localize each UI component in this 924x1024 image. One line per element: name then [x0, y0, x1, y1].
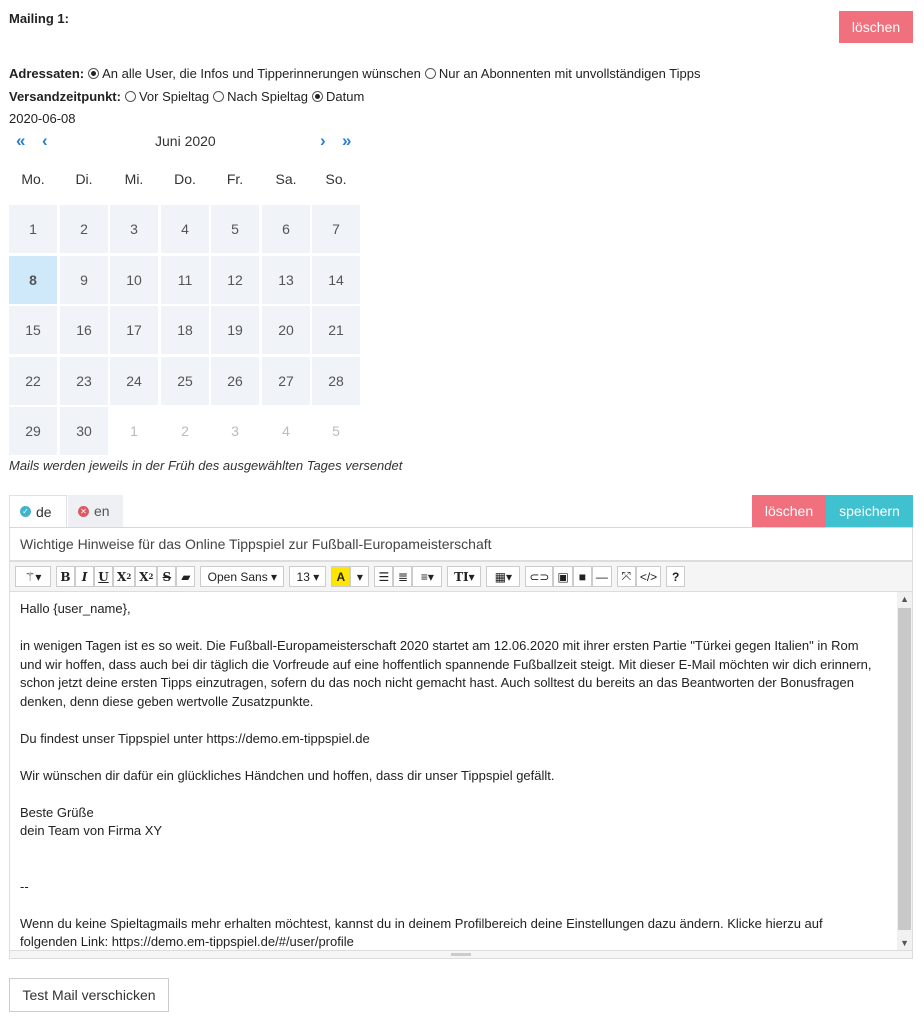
radio-incomplete-tips[interactable] [425, 68, 436, 79]
error-circle-icon: ✕ [78, 506, 89, 517]
calendar-day[interactable]: 19 [211, 306, 259, 354]
calendar-day[interactable]: 4 [161, 205, 209, 253]
picture-icon[interactable]: ▣ [553, 566, 572, 587]
underline-icon[interactable]: U [94, 566, 113, 587]
calendar-day[interactable]: 1 [9, 205, 57, 253]
body-paragraph: Wir wünschen dir dafür ein glückliches Händchen und hoffen, dass dir unser Tippspiel gefällt. [20, 767, 555, 783]
text-color-icon[interactable]: A [331, 566, 350, 587]
mail-body-editor[interactable] [9, 592, 913, 951]
calendar-day[interactable]: 28 [312, 357, 360, 405]
code-view-icon[interactable]: </> [636, 566, 661, 587]
send-test-mail-button[interactable]: Test Mail verschicken [9, 978, 169, 1012]
send-time-option-after[interactable]: Nach Spieltag [212, 89, 308, 104]
calendar-day[interactable]: 26 [211, 357, 259, 405]
bold-icon[interactable]: B [56, 566, 75, 587]
link-icon[interactable]: ⊂⊃ [525, 566, 553, 587]
calendar-day[interactable]: 27 [262, 357, 310, 405]
calendar-day[interactable]: 16 [60, 306, 108, 354]
recipients-option-all[interactable]: An alle User, die Infos und Tipperinnerungen wünschen [87, 66, 421, 81]
video-icon[interactable]: ■ [573, 566, 592, 587]
calendar-day[interactable]: 29 [9, 407, 57, 455]
weekday-header: Do. [174, 171, 196, 187]
calendar-day[interactable]: 30 [60, 407, 108, 455]
recipients-label: Adressaten: [9, 65, 85, 81]
body-paragraph: Du findest unser Tippspiel unter https://demo.em-tippspiel.de [20, 730, 370, 746]
calendar-day[interactable]: 6 [262, 205, 310, 253]
color-dropdown-icon[interactable]: ▾ [350, 566, 369, 587]
calendar-day[interactable]: 15 [9, 306, 57, 354]
ordered-list-icon[interactable]: ≣ [393, 566, 412, 587]
text-height-icon[interactable]: TI▾ [447, 566, 481, 587]
strikethrough-icon[interactable]: S [157, 566, 176, 587]
calendar-day[interactable]: 18 [161, 306, 209, 354]
body-paragraph: in wenigen Tagen ist es so weit. Die Fußball-Europameisterschaft 2020 startet am 12.06.2020 mit ihrer ersten Partie "Türkei gegen Italien" in Rom und wir hoffen, dass auch bei dir täglich die Vorfreude auf eine hoffentlich spannende Fußballzeit steigt. Mit dieser E-Mail möchten wir dich erinnern, schon jetzt deine ersten Tipps einzutragen, sofern du das noch nicht gemacht hast. Auch solltest du bereits an das Beantworten der Bonusfragen denken, denn diese geben wertvolle Zusatzpunkte. [20, 638, 872, 709]
send-time-row [9, 88, 367, 104]
calendar-month-label[interactable]: Juni 2020 [155, 133, 216, 149]
calendar-day[interactable]: 20 [262, 306, 310, 354]
calendar-day[interactable]: 11 [161, 256, 209, 304]
eraser-icon[interactable]: ▰ [176, 566, 195, 587]
editor-resize-handle[interactable] [9, 951, 913, 959]
italic-icon[interactable]: I [75, 566, 94, 587]
send-time-label: Versandzeitpunkt: [9, 88, 121, 104]
weekday-header: Mi. [124, 171, 144, 187]
calendar-day-outside[interactable]: 3 [211, 407, 259, 455]
mailing-title: Mailing 1: [9, 11, 69, 26]
weekday-header: Fr. [226, 171, 244, 187]
radio-all-users[interactable] [88, 68, 99, 79]
calendar-day[interactable]: 8 [9, 256, 57, 304]
calendar-day[interactable]: 13 [262, 256, 310, 304]
weekday-header: So. [325, 171, 347, 187]
calendar-day[interactable]: 21 [312, 306, 360, 354]
font-family-select[interactable]: Open Sans ▾ [200, 566, 284, 587]
signature-line: dein Team von Firma XY [20, 823, 163, 838]
separator-line: -- [20, 878, 29, 894]
delete-language-button[interactable]: löschen [752, 495, 826, 527]
calendar-day[interactable]: 7 [312, 205, 360, 253]
font-size-select[interactable]: 13 ▾ [289, 566, 326, 587]
recipients-option-incomplete[interactable]: Nur an Abonnenten mit unvollständigen Tipps [424, 66, 701, 81]
calendar-day[interactable]: 2 [60, 205, 108, 253]
scroll-down-icon[interactable]: ▼ [900, 938, 909, 948]
prev-year-button[interactable]: « [16, 131, 26, 150]
save-button[interactable]: speichern [826, 495, 913, 527]
calendar-day[interactable]: 25 [161, 357, 209, 405]
fullscreen-icon[interactable]: ⤧ [617, 566, 636, 587]
calendar-day-outside[interactable]: 4 [262, 407, 310, 455]
superscript-icon[interactable]: X 2 [113, 566, 135, 587]
calendar-day[interactable]: 24 [110, 357, 158, 405]
weekday-header: Di. [75, 171, 93, 187]
scroll-thumb[interactable] [898, 608, 911, 930]
editor-scrollbar[interactable] [897, 592, 912, 950]
radio-date[interactable] [312, 91, 323, 102]
calendar-day[interactable]: 5 [211, 205, 259, 253]
tab-de[interactable]: ✓ de [9, 495, 67, 527]
send-time-option-date[interactable]: Datum [311, 89, 364, 104]
editor-toolbar [9, 561, 913, 592]
signature-line: Beste Grüße [20, 804, 94, 820]
next-month-button[interactable]: › [320, 131, 326, 150]
selected-date-value: 2020-06-08 [9, 111, 76, 126]
prev-month-button[interactable]: ‹ [42, 131, 48, 150]
calendar-day[interactable]: 3 [110, 205, 158, 253]
calendar-day[interactable]: 22 [9, 357, 57, 405]
table-icon[interactable]: ▦▾ [486, 566, 520, 587]
check-circle-icon: ✓ [20, 506, 31, 517]
horizontal-rule-icon[interactable]: — [592, 566, 612, 587]
calendar-day[interactable]: 12 [211, 256, 259, 304]
help-icon[interactable]: ? [666, 566, 685, 587]
calendar-day-grid [9, 205, 361, 455]
subject-input[interactable]: Wichtige Hinweise für das Online Tippspiel zur Fußball-Europameisterschaft [9, 528, 913, 561]
unordered-list-icon[interactable]: ☰ [374, 566, 393, 587]
greeting-line: Hallo {user_name}, [20, 601, 131, 616]
weekday-header: Mo. [21, 171, 45, 187]
subscript-icon[interactable]: X 2 [135, 566, 157, 587]
calendar-day[interactable]: 14 [312, 256, 360, 304]
calendar-day-outside[interactable]: 2 [161, 407, 209, 455]
grip-icon [451, 953, 471, 956]
send-time-note: Mails werden jeweils in der Früh des ausgewählten Tages versendet [9, 458, 403, 473]
footer-paragraph: Wenn du keine Spieltagmails mehr erhalten möchtest, kannst du in deinem Profilbereich deine Einstellungen dazu ändern. Klicke hierzu auf folgenden Link: https://demo.em-tippspiel.de/#/user/profile [20, 915, 823, 949]
next-year-button[interactable]: » [342, 131, 352, 150]
calendar-day[interactable]: 9 [60, 256, 108, 304]
weekday-header: Sa. [275, 171, 297, 187]
calendar-day[interactable]: 10 [110, 256, 158, 304]
magic-icon[interactable]: ⚚▾ [15, 566, 51, 587]
calendar-day[interactable]: 23 [60, 357, 108, 405]
calendar-day-outside[interactable]: 1 [110, 407, 158, 455]
delete-mailing-button[interactable]: löschen [839, 11, 913, 43]
radio-after-matchday[interactable] [213, 91, 224, 102]
send-time-option-before[interactable]: Vor Spieltag [124, 89, 209, 104]
scroll-up-icon[interactable]: ▲ [900, 594, 909, 604]
align-icon[interactable]: ≡▾ [412, 566, 442, 587]
calendar-day[interactable]: 17 [110, 306, 158, 354]
tab-en[interactable]: ✕ en [68, 495, 123, 527]
recipients-row [9, 65, 703, 81]
radio-before-matchday[interactable] [125, 91, 136, 102]
calendar-day-outside[interactable]: 5 [312, 407, 360, 455]
